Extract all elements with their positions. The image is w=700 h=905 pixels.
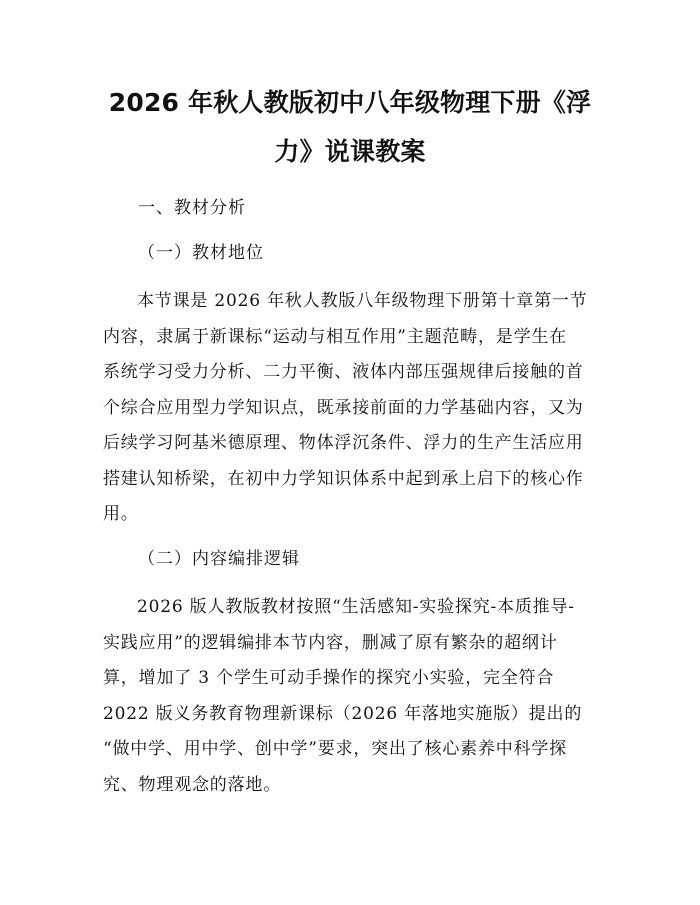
section-heading-materials-analysis: 一、教材分析 <box>138 198 246 218</box>
paragraph-line: 2026 版人教版教材按照“生活感知-实验探究-本质推导- <box>137 597 575 617</box>
paragraph-line: 后续学习阿基米德原理、物体浮沉条件、浮力的生产生活应用 <box>103 433 584 453</box>
paragraph-line: 实践应用”的逻辑编排本节内容，删减了原有繁杂的超纲计 <box>103 632 558 653</box>
paragraph-line: 用。 <box>103 504 139 524</box>
subsection-heading-content-arrangement: （二）内容编排逻辑 <box>138 549 300 569</box>
document-title <box>96 78 604 176</box>
title-line-1: 2026 年秋人教版初中八年级物理下册《浮 <box>108 88 592 117</box>
paragraph-line: 2022 版义务教育物理新课标（2026 年落地实施版）提出的 <box>103 703 583 724</box>
subsection-heading-material-position: （一）教材地位 <box>138 243 264 263</box>
paragraph-content-arrangement <box>103 590 603 803</box>
paragraph-line: 内容，隶属于新课标“运动与相互作用”主题范畴，是学生在 <box>103 326 567 347</box>
paragraph-line: 系统学习受力分析、二力平衡、液体内部压强规律后接触的首 <box>103 362 584 382</box>
paragraph-line: 搭建认知桥梁，在初中力学知识体系中起到承上启下的核心作 <box>103 468 584 489</box>
title-line-2: 力》说课教案 <box>274 137 426 166</box>
paragraph-line: 究、物理观念的落地。 <box>103 774 281 795</box>
paragraph-line: 个综合应用型力学知识点，既承接前面的力学基础内容，又为 <box>103 397 584 418</box>
paragraph-line: 算，增加了 3 个学生可动手操作的探究小实验，完全符合 <box>103 668 555 688</box>
paragraph-line: “做中学、用中学、创中学”要求，突出了核心素养中科学探 <box>103 739 567 759</box>
paragraph-line: 本节课是 2026 年秋人教版八年级物理下册第十章第一节 <box>137 291 588 311</box>
paragraph-material-position <box>103 284 603 533</box>
